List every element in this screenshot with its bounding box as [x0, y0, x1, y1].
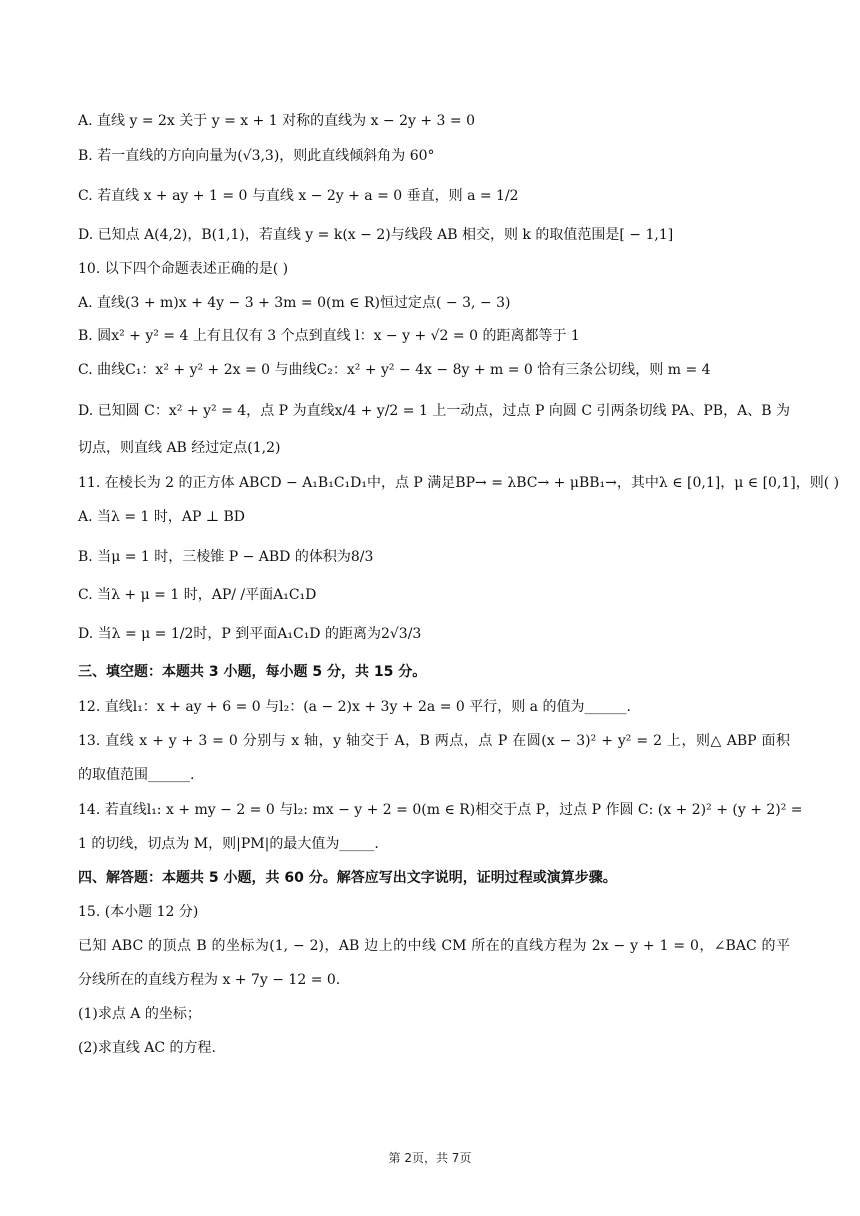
option-11b: B. 当μ = 1 时，三棱锥 P − ABD 的体积为8/3: [78, 549, 374, 565]
option-11a: A. 当λ = 1 时，AP ⊥ BD: [78, 509, 245, 525]
option-11d: D. 当λ = μ = 1/2时，P 到平面A₁C₁D 的距离为2√3/3: [78, 626, 422, 642]
question-13-line2: 的取值范围______.: [78, 767, 195, 783]
question-15-line2: 分线所在的直线方程为 x + 7y − 12 = 0.: [78, 972, 341, 988]
question-12: 12. 直线l₁：x + ay + 6 = 0 与l₂：(a − 2)x + 3y + 2a = 0 平行，则 a 的值为______.: [78, 699, 631, 715]
question-15-line1: 已知 ABC 的顶点 B 的坐标为(1, − 2)，AB 边上的中线 CM 所在的直线方程为 2x − y + 1 = 0，∠BAC 的平: [78, 938, 790, 954]
question-11: 11. 在棱长为 2 的正方体 ABCD − A₁B₁C₁D₁中，点 P 满足BP→ = λBC→ + μBB₁→，其中λ ∈ [0,1]，μ ∈ [0,1]，则( ): [78, 475, 840, 491]
question-15-part1: (1)求点 A 的坐标；: [78, 1006, 201, 1022]
section-answers: 四、解答题：本题共 5 小题，共 60 分。解答应写出文字说明，证明过程或演算步骤。: [78, 870, 617, 886]
option-9b: B. 若一直线的方向向量为(√3,3)，则此直线倾斜角为 60°: [78, 148, 435, 164]
option-10c: C. 曲线C₁：x² + y² + 2x = 0 与曲线C₂：x² + y² − 4x − 8y + m = 0 恰有三条公切线，则 m = 4: [78, 362, 711, 378]
question-15-header: 15. (本小题 12 分): [78, 904, 199, 920]
question-15-part2: (2)求直线 AC 的方程.: [78, 1040, 217, 1056]
question-14-line1: 14. 若直线l₁: x + my − 2 = 0 与l₂: mx − y + 2 = 0(m ∈ R)相交于点 P，过点 P 作圆 C: (x + 2)² + (y + 2)² =: [78, 802, 803, 818]
question-10: 10. 以下四个命题表述正确的是( ): [78, 261, 289, 277]
question-13-line1: 13. 直线 x + y + 3 = 0 分别与 x 轴，y 轴交于 A，B 两点，点 P 在圆(x − 3)² + y² = 2 上，则△ ABP 面积: [78, 733, 790, 749]
option-9a: A. 直线 y = 2x 关于 y = x + 1 对称的直线为 x − 2y + 3 = 0: [78, 113, 475, 129]
option-9d: D. 已知点 A(4,2)，B(1,1)，若直线 y = k(x − 2)与线段 AB 相交，则 k 的取值范围是[ − 1,1]: [78, 227, 674, 243]
question-14-line2: 1 的切线，切点为 M，则|PM|的最大值为_____.: [78, 836, 379, 852]
option-9c: C. 若直线 x + ay + 1 = 0 与直线 x − 2y + a = 0 垂直，则 a = 1/2: [78, 188, 519, 204]
option-10d-line1: D. 已知圆 C：x² + y² = 4，点 P 为直线x/4 + y/2 = 1 上一动点，过点 P 向圆 C 引两条切线 PA、PB，A、B 为: [78, 403, 790, 419]
option-10a: A. 直线(3 + m)x + 4y − 3 + 3m = 0(m ∈ R)恒过定点( − 3, − 3): [78, 295, 511, 311]
option-10b: B. 圆x² + y² = 4 上有且仅有 3 个点到直线 l：x − y + √2 = 0 的距离都等于 1: [78, 328, 580, 344]
option-10d-line2: 切点，则直线 AB 经过定点(1,2): [78, 440, 281, 456]
option-11c: C. 当λ + μ = 1 时，AP/ /平面A₁C₁D: [78, 587, 317, 603]
page-footer: 第 2页，共 7页: [388, 1151, 472, 1165]
section-fill-blank: 三、填空题：本题共 3 小题，每小题 5 分，共 15 分。: [78, 664, 427, 680]
